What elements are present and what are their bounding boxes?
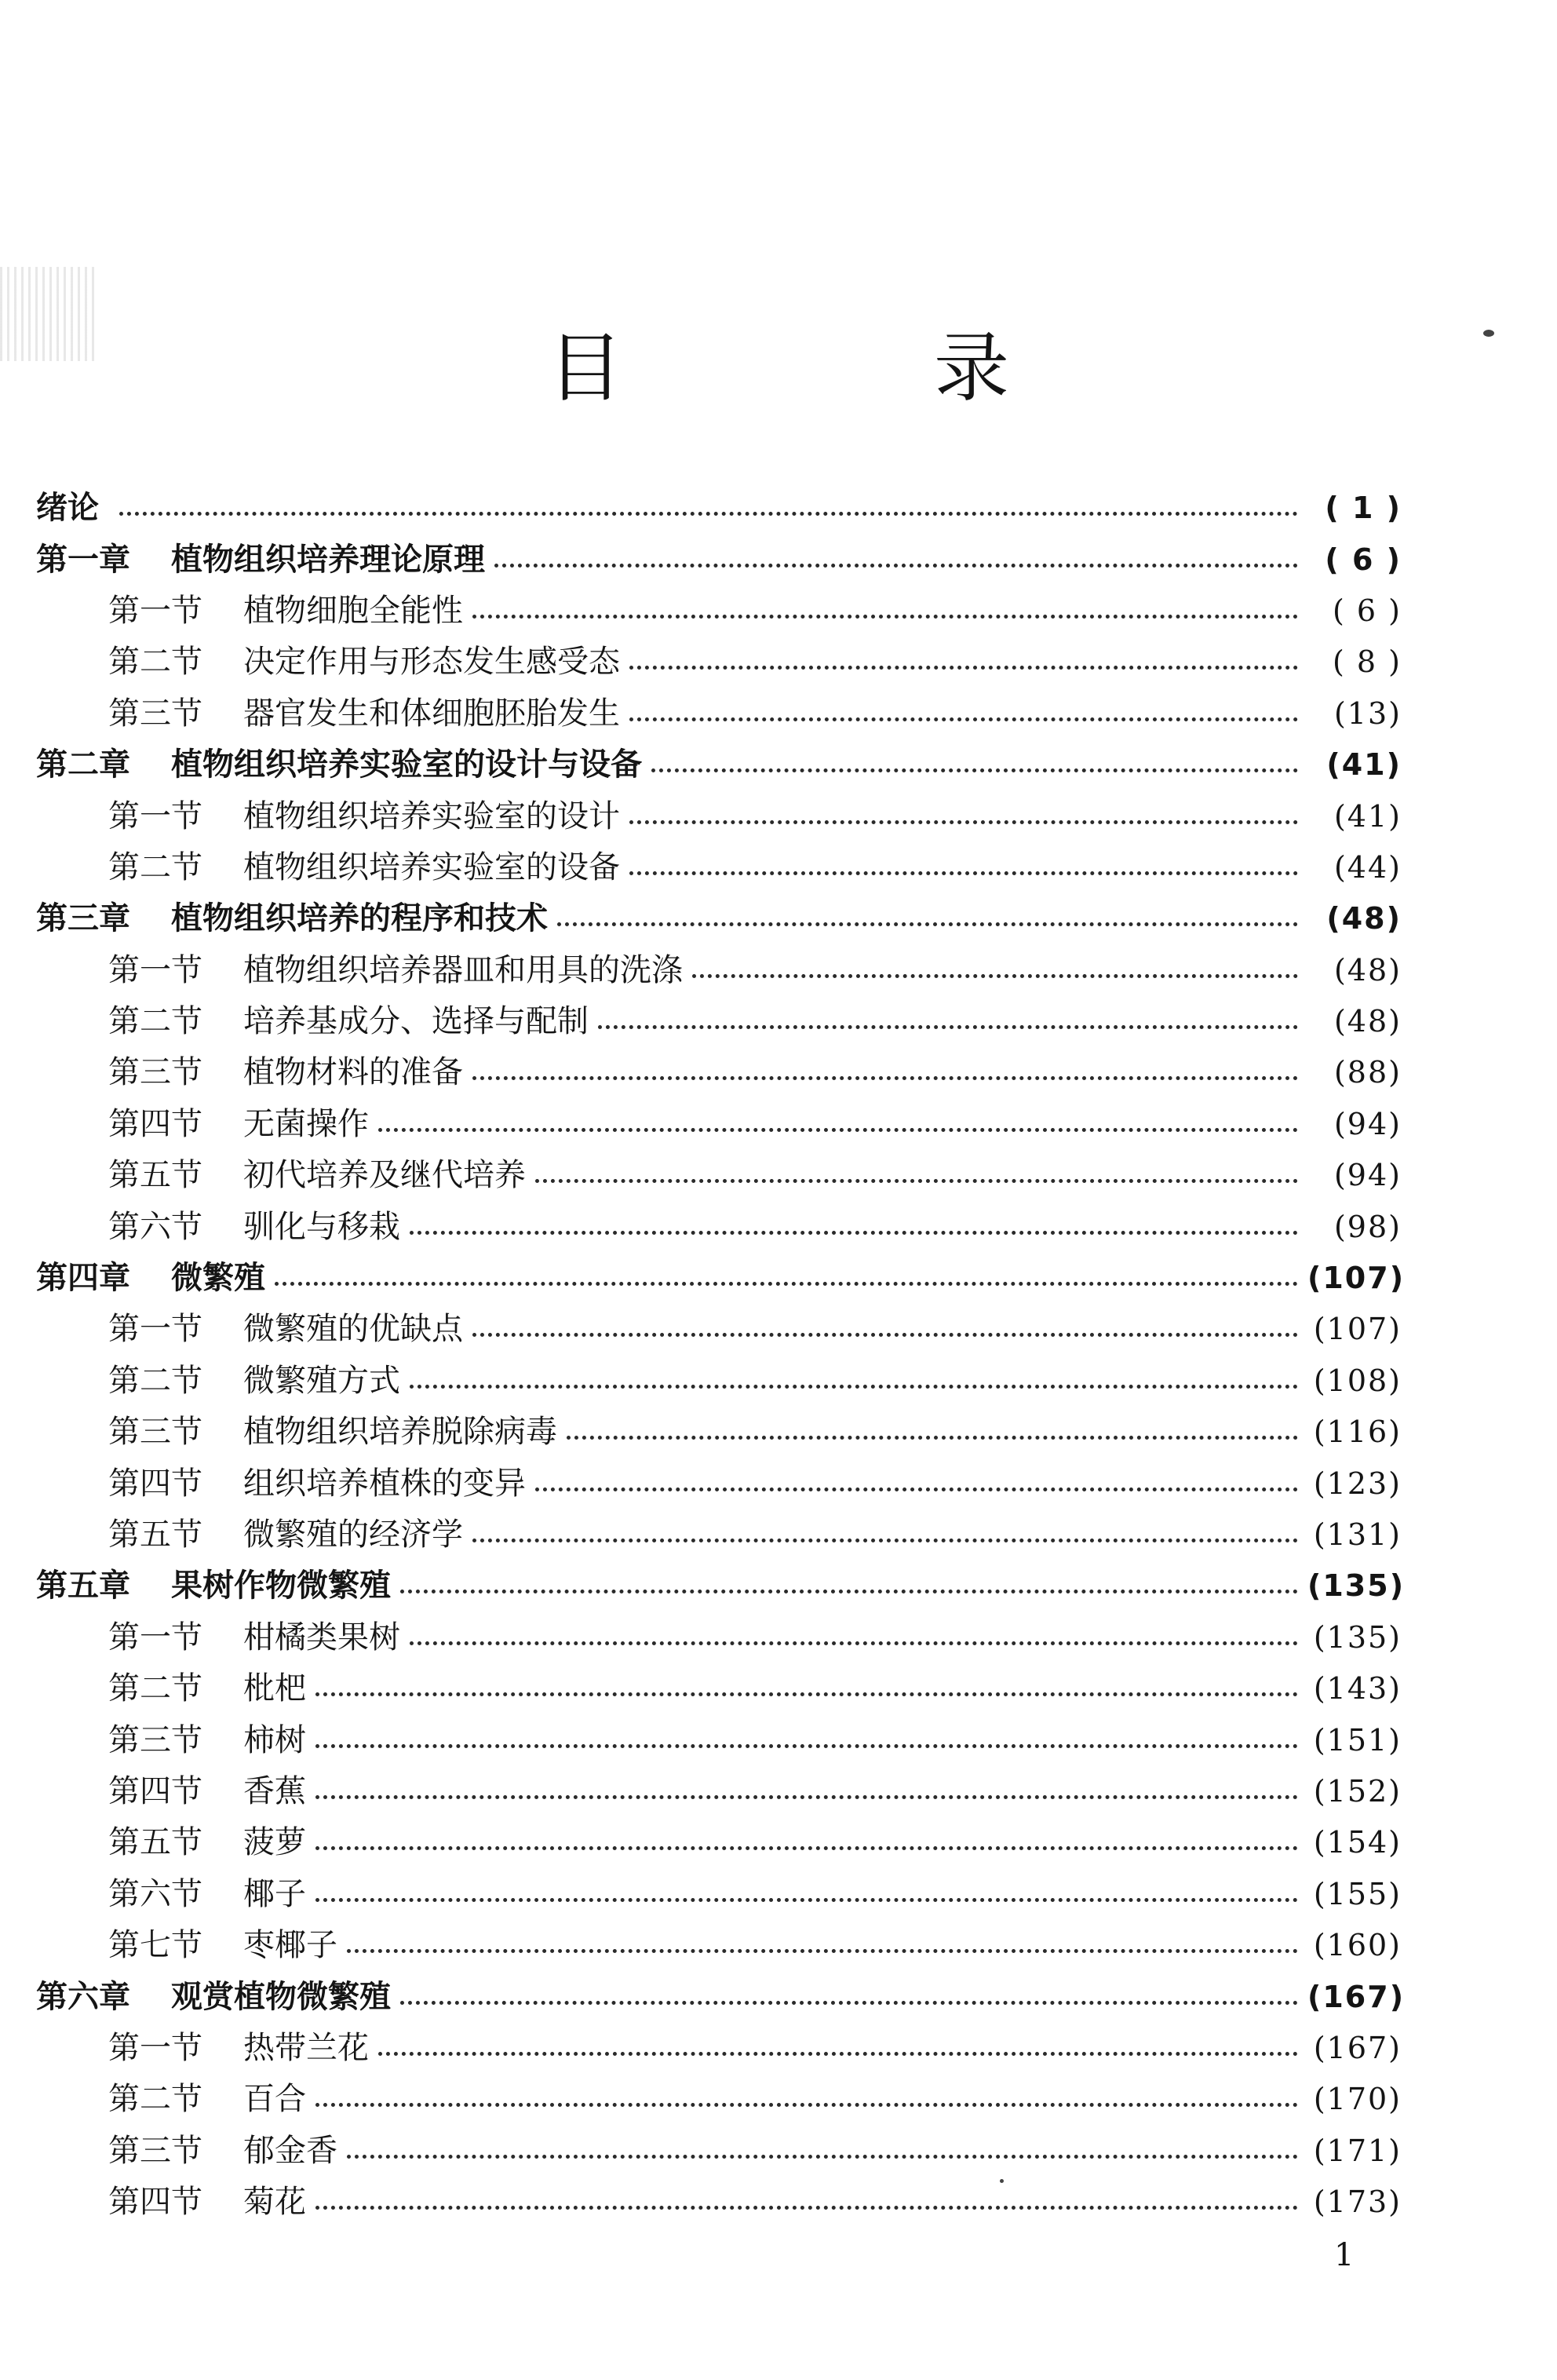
section-title: 微繁殖方式 [243,1362,400,1399]
section-number: 第一节 [108,592,202,629]
section-number: 第二节 [108,2081,202,2118]
toc-page-number: (131) [1313,1517,1402,1552]
toc-section-row[interactable] [36,1407,1402,1458]
toc-page-number: (135) [1307,1568,1406,1604]
section-title: 植物组织培养脱除病毒 [243,1414,557,1451]
section-number: 第一节 [108,1619,202,1655]
section-number: 第一节 [108,798,202,834]
toc-page-number: (107) [1307,1261,1406,1296]
dot-leader [315,1898,1298,1902]
toc-section-row[interactable] [36,2126,1402,2177]
chapter-title: 植物组织培养的程序和技术 [171,900,548,937]
table-of-contents [36,483,1406,2228]
toc-chapter-row[interactable] [36,483,1402,534]
dot-leader [598,1025,1298,1029]
toc-page-number: (151) [1313,1722,1402,1758]
section-title: 微繁殖的经济学 [243,1517,463,1553]
section-number: 第三节 [108,1721,202,1758]
dot-leader [535,1488,1298,1491]
section-title: 百合 [243,2081,306,2118]
toc-section-row[interactable] [36,842,1402,893]
chapter-title: 植物组织培养实验室的设计与设备 [171,746,642,783]
toc-section-row[interactable] [36,1304,1402,1355]
toc-page-number: (167) [1307,1979,1406,2014]
dot-leader [378,1128,1298,1132]
section-number: 第五节 [108,1157,202,1194]
toc-page-number: (171) [1313,2133,1402,2168]
toc-page-number: (41) [1326,747,1402,783]
toc-page-number: (170) [1313,2082,1402,2117]
chapter-number: 第一章 [36,541,130,578]
dot-leader [119,512,1298,516]
toc-section-row[interactable] [36,1714,1402,1765]
toc-section-row[interactable] [36,996,1402,1047]
toc-section-row[interactable] [36,1869,1402,1920]
dot-leader [347,1949,1298,1953]
toc-section-row[interactable] [36,688,1402,739]
dot-leader [472,1333,1298,1337]
toc-chapter-row[interactable] [36,739,1402,790]
toc-section-row[interactable] [36,637,1402,688]
section-title: 植物细胞全能性 [243,592,463,629]
chapter-title: 微繁殖 [171,1260,265,1297]
dot-leader [629,820,1298,824]
dot-leader [494,564,1298,568]
section-number: 第四节 [108,1772,202,1809]
toc-page-number: ( 8 ) [1333,644,1402,680]
section-title: 培养基成分、选择与配制 [243,1003,589,1040]
toc-section-row[interactable] [36,1920,1402,1971]
toc-page-number: (154) [1313,1825,1402,1860]
chapter-title: 植物组织培养理论原理 [171,541,485,578]
section-number: 第五节 [108,1517,202,1553]
section-number: 第一节 [108,1311,202,1348]
toc-section-row[interactable] [36,586,1402,637]
chapter-number: 第二章 [36,746,130,783]
toc-page-number: (116) [1313,1414,1402,1450]
section-number: 第六节 [108,1208,202,1245]
section-title: 郁金香 [243,2132,337,2169]
section-title: 枇杷 [243,1670,306,1707]
dot-leader [472,615,1298,619]
dot-leader [692,974,1298,978]
section-number: 第三节 [108,2132,202,2169]
toc-page-number: (160) [1313,1928,1402,1963]
toc-section-row[interactable] [36,1099,1402,1150]
section-title: 植物组织培养器皿和用具的洗涤 [243,951,683,988]
dot-leader [378,2052,1298,2056]
section-number: 第五节 [108,1824,202,1861]
toc-section-row[interactable] [36,2023,1402,2074]
section-number: 第一节 [108,2029,202,2066]
toc-chapter-row[interactable] [36,1971,1406,2022]
section-number: 第一节 [108,951,202,988]
dot-leader [315,1846,1298,1850]
dot-leader [557,922,1298,926]
dot-leader [315,1795,1298,1799]
section-title: 微繁殖的优缺点 [243,1311,463,1348]
toc-page-number: (13) [1333,695,1402,731]
dot-leader [347,2155,1298,2159]
section-title: 无菌操作 [243,1105,369,1142]
toc-page-number: (44) [1333,849,1402,885]
toc-section-row[interactable] [36,790,1402,841]
section-title: 菊花 [243,2184,306,2221]
dot-leader [315,1744,1298,1748]
toc-section-row[interactable] [36,1150,1402,1201]
toc-section-row[interactable] [36,1509,1402,1561]
toc-chapter-row[interactable] [36,1253,1406,1304]
section-title: 植物材料的准备 [243,1054,463,1091]
dot-leader [629,871,1298,875]
section-title: 菠萝 [243,1824,306,1861]
section-title: 柑橘类果树 [243,1619,400,1655]
page-title: 目 录 [548,324,1127,413]
section-title: 植物组织培养实验室的设计 [243,798,620,834]
dot-leader [315,2206,1298,2210]
toc-section-row[interactable] [36,1817,1402,1868]
section-number: 第二节 [108,1003,202,1040]
section-number: 第四节 [108,1105,202,1142]
dot-leader [275,1282,1298,1286]
section-number: 第二节 [108,644,202,681]
section-number: 第三节 [108,1414,202,1451]
toc-page-number: ( 6 ) [1333,593,1402,628]
dot-leader [410,1231,1298,1235]
section-title: 器官发生和体细胞胚胎发生 [243,695,620,732]
toc-section-row[interactable] [36,1766,1402,1817]
toc-page-number: (48) [1333,952,1402,987]
section-title: 植物组织培养实验室的设备 [243,849,620,885]
toc-page-number: (155) [1313,1876,1402,1911]
toc-page-number: (88) [1333,1055,1402,1090]
chapter-number: 绪论 [36,490,99,527]
chapter-title: 果树作物微繁殖 [171,1568,391,1604]
chapter-number: 第四章 [36,1260,130,1297]
section-number: 第二节 [108,1670,202,1707]
toc-page-number: (135) [1313,1619,1402,1655]
section-title: 组织培养植株的变异 [243,1465,526,1502]
toc-page-number: ( 6 ) [1325,542,1402,577]
dot-leader [400,2001,1298,2005]
toc-page-number: (94) [1333,1158,1402,1193]
toc-page-number: (123) [1313,1466,1402,1501]
dot-leader [535,1179,1298,1183]
toc-page-number: (48) [1326,901,1402,936]
dot-leader [472,1539,1298,1542]
dot-leader [400,1590,1298,1593]
toc-chapter-row[interactable] [36,1561,1406,1612]
chapter-title: 观赏植物微繁殖 [171,1978,391,2015]
toc-page-number: (107) [1313,1312,1402,1347]
toc-page-number: (41) [1333,798,1402,834]
chapter-number: 第五章 [36,1568,130,1604]
section-number: 第二节 [108,1362,202,1399]
dot-leader [410,1641,1298,1645]
toc-section-row[interactable] [36,1663,1402,1714]
toc-page-number: ( 1 ) [1325,491,1402,526]
toc-page-number: (48) [1333,1004,1402,1039]
dot-leader [629,666,1298,670]
dot-leader [315,2103,1298,2107]
chapter-number: 第六章 [36,1978,130,2015]
toc-section-row[interactable] [36,1047,1402,1098]
toc-section-row[interactable] [36,1458,1402,1509]
section-number: 第七节 [108,1927,202,1964]
toc-chapter-row[interactable] [36,534,1402,585]
toc-section-row[interactable] [36,1356,1402,1407]
dot-leader [629,717,1298,721]
section-title: 初代培养及继代培养 [243,1157,526,1194]
section-number: 第四节 [108,2184,202,2221]
toc-page-number: (94) [1333,1106,1402,1141]
section-number: 第三节 [108,1054,202,1091]
toc-page-number: (108) [1313,1363,1402,1398]
section-title: 枣椰子 [243,1927,337,1964]
dot-leader [410,1385,1298,1389]
toc-page-number: (173) [1313,2185,1402,2220]
section-number: 第六节 [108,1875,202,1912]
toc-section-row[interactable] [36,1612,1402,1663]
dot-leader [567,1436,1298,1440]
toc-page-number: (98) [1333,1209,1402,1244]
section-title: 柿树 [243,1721,306,1758]
dot-leader [651,768,1298,772]
page-number: 1 [1334,2237,1355,2273]
chapter-number: 第三章 [36,900,130,937]
toc-page-number: (167) [1313,2030,1402,2065]
dot-leader [472,1076,1298,1080]
section-title: 椰子 [243,1875,306,1912]
section-number: 第三节 [108,695,202,732]
section-title: 决定作用与形态发生感受态 [243,644,620,681]
toc-section-row[interactable] [36,945,1402,996]
toc-section-row[interactable] [36,2074,1402,2125]
section-title: 热带兰花 [243,2029,369,2066]
toc-section-row[interactable] [36,1201,1402,1252]
toc-page-number: (143) [1313,1671,1402,1707]
toc-section-row[interactable] [36,2177,1402,2228]
section-title: 香蕉 [243,1772,306,1809]
section-number: 第四节 [108,1465,202,1502]
dot-leader [315,1692,1298,1696]
toc-chapter-row[interactable] [36,893,1402,944]
section-number: 第二节 [108,849,202,885]
section-title: 驯化与移栽 [243,1208,400,1245]
toc-page-number: (152) [1313,1773,1402,1809]
